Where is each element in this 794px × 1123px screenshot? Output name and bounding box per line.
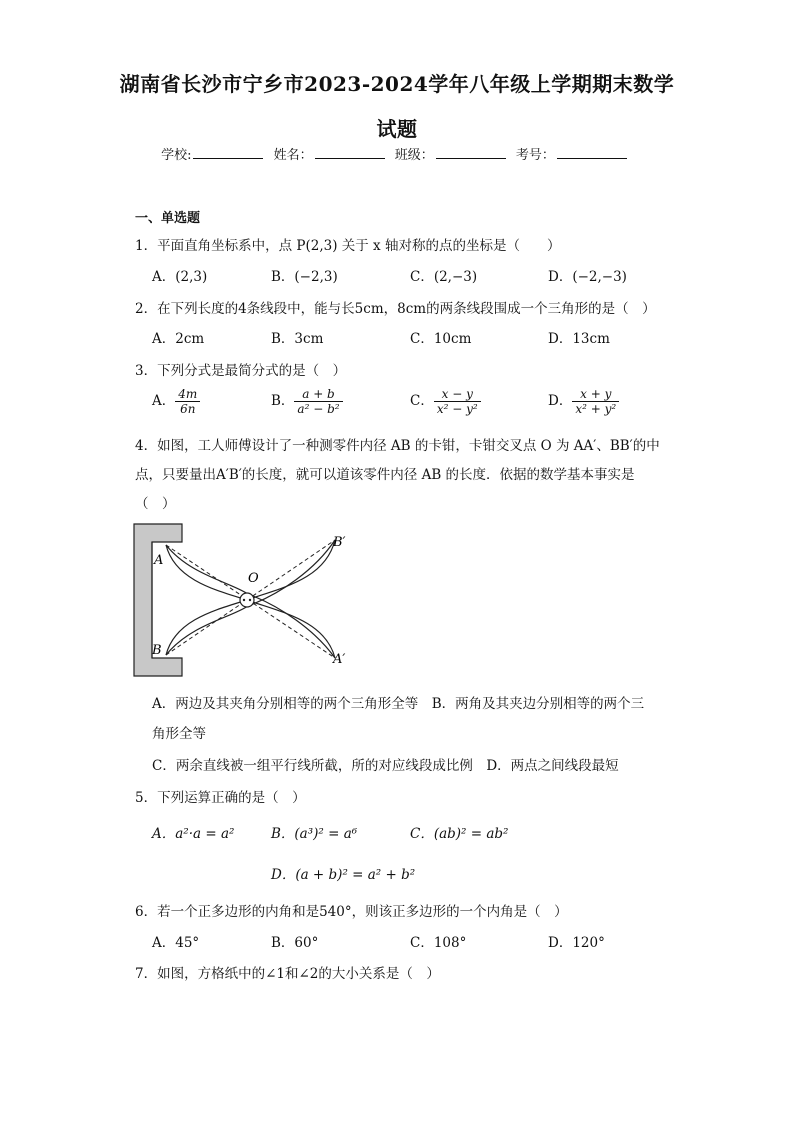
question-1: 1．平面直角坐标系中，点 P(2,3) 关于 x 轴对称的点的坐标是（ ） xyxy=(135,238,561,254)
question-7: 7．如图，方格纸中的∠1和∠2的大小关系是（ ） xyxy=(135,966,440,982)
doc-title-line1: 湖南省长沙市宁乡市2023-2024学年八年级上学期期末数学 xyxy=(119,72,675,96)
q3-fraction-a: $\frac{4m}{6n}$ xyxy=(175,387,200,416)
q1-option-d[interactable]: D．(−2,−3) xyxy=(548,269,627,285)
q4-options-ab[interactable]: A．两边及其夹角分别相等的两个三角形全等 B．两角及其夹边分别相等的两个三 xyxy=(152,696,645,712)
q6-option-c[interactable]: C．108° xyxy=(410,935,467,951)
q3-option-a[interactable]: A． $\frac{4m}{6n}$ xyxy=(152,387,200,416)
q6-option-b[interactable]: B．60° xyxy=(271,935,319,951)
q3-fraction-c: $\frac{x - y}{\text{x² − y²}}$ xyxy=(434,387,481,416)
q4-options-ab-cont: 角形全等 xyxy=(152,726,206,742)
q3-option-c[interactable]: C． $\frac{x - y}{\text{x² − y²}}$ xyxy=(410,387,481,416)
label-b: B xyxy=(152,643,162,658)
q3-fraction-b: $\frac{a + b}{\text{a² − b²}}$ xyxy=(294,387,342,416)
q1-option-c[interactable]: C．(2,−3) xyxy=(410,269,478,285)
question-2: 2．在下列长度的4条线段中，能与长5cm，8cm的两条线段围成一个三角形的是（ ） xyxy=(135,301,656,317)
school-blank[interactable] xyxy=(193,146,263,159)
question-3: 3．下列分式是最简分式的是（ ） xyxy=(135,363,347,379)
q1-option-b[interactable]: B．(−2,3) xyxy=(271,269,338,285)
student-info-row xyxy=(0,144,794,163)
label-o: O xyxy=(248,571,259,586)
question-5: 5．下列运算正确的是（ ） xyxy=(135,790,306,806)
doc-title-line2: 试题 xyxy=(376,117,418,141)
name-label: 姓名： xyxy=(273,148,313,163)
q5-option-c[interactable]: C．(ab)² = ab² xyxy=(410,826,509,842)
q2-option-c[interactable]: C．10cm xyxy=(410,331,472,347)
label-a-prime: A′ xyxy=(333,652,346,667)
class-blank[interactable] xyxy=(436,146,506,159)
q4-options-cd[interactable]: C．两余直线被一组平行线所截，所的对应线段成比例 D．两点之间线段最短 xyxy=(152,758,619,774)
q5-option-d[interactable]: D．(a + b)² = a² + b² xyxy=(271,867,416,883)
q3-fraction-d: $\frac{x + y}{\text{x² + y²}}$ xyxy=(572,387,619,416)
q2-option-d[interactable]: D．13cm xyxy=(548,331,610,347)
question-6: 6．若一个正多边形的内角和是540°，则该正多边形的一个内角是（ ） xyxy=(135,904,568,920)
section-heading: 一、单选题 xyxy=(135,211,201,226)
exam-no-label: 考号： xyxy=(515,148,555,163)
exam-no-blank[interactable] xyxy=(557,146,627,159)
q6-option-a[interactable]: A．45° xyxy=(152,935,200,951)
q3-option-b[interactable]: B． $\frac{a + b}{\text{a² − b²}}$ xyxy=(271,387,343,416)
name-blank[interactable] xyxy=(315,146,385,159)
pivot-circle xyxy=(240,593,254,607)
school-label: 学校: xyxy=(161,148,192,163)
label-a: A xyxy=(154,553,164,568)
label-b-prime: B′ xyxy=(333,535,346,550)
question-4-line2: 点，只要量出A′B′的长度，就可以道该零件内径 AB 的长度．依据的数学基本事实是 xyxy=(135,467,635,483)
class-label: 班级： xyxy=(394,148,434,163)
q6-option-d[interactable]: D．120° xyxy=(548,935,605,951)
q5-option-a[interactable]: A．a²·a = a² xyxy=(152,826,235,842)
q2-option-b[interactable]: B．3cm xyxy=(271,331,324,347)
caliper-figure xyxy=(130,520,360,680)
q5-option-b[interactable]: B．(a³)² = a⁶ xyxy=(271,826,358,842)
q3-option-d[interactable]: D． $\frac{x + y}{\text{x² + y²}}$ xyxy=(548,387,619,416)
question-4-line3: （ ） xyxy=(135,496,176,512)
question-4-line1: 4．如图，工人师傅设计了一种测零件内径 AB 的卡钳，卡钳交叉点 O 为 AA′、BB′的中 xyxy=(135,438,660,454)
q2-option-a[interactable]: A．2cm xyxy=(152,331,205,347)
q1-option-a[interactable]: A．(2,3) xyxy=(152,269,208,285)
